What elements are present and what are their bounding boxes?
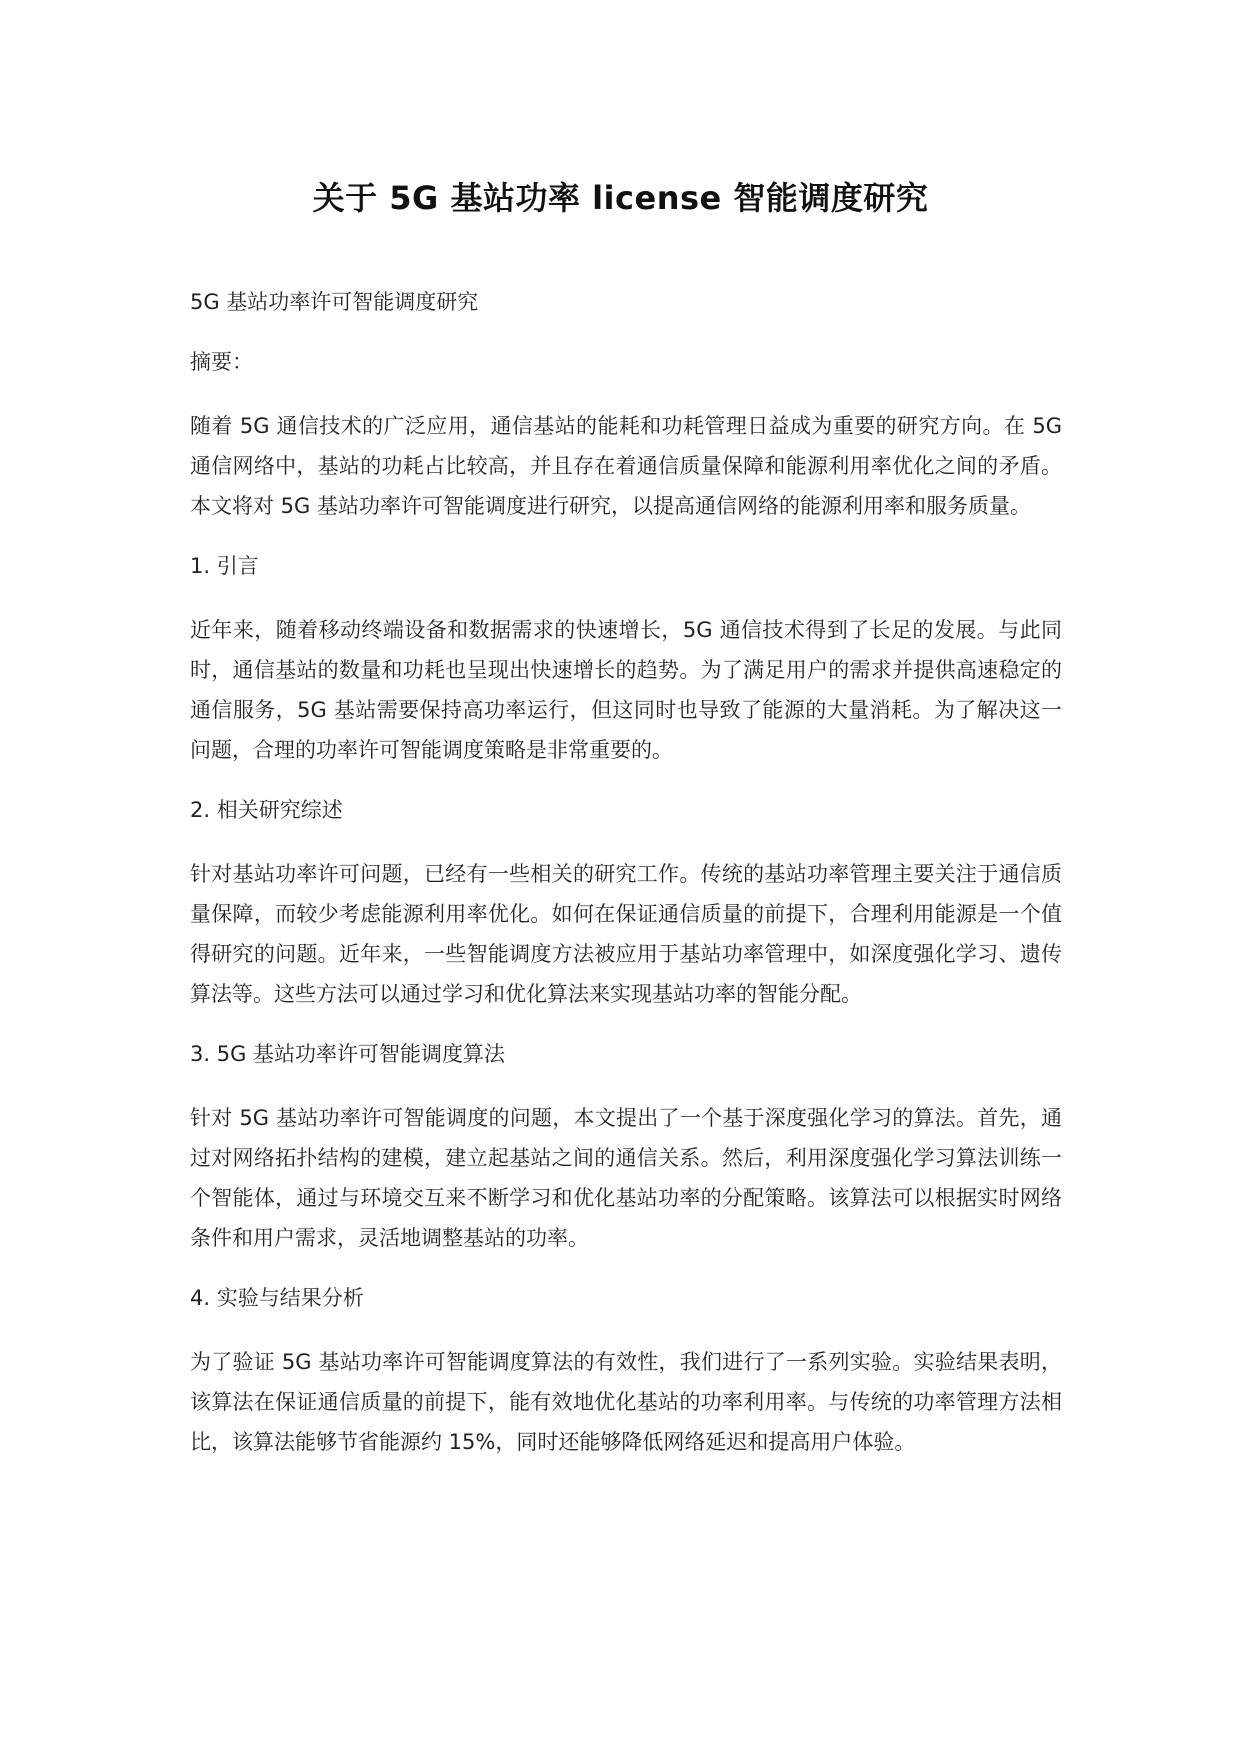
section-paragraph-experiments: 为了验证 5G 基站功率许可智能调度算法的有效性，我们进行了一系列实验。实验结果表明，该算法在保证通信质量的前提下，能有效地优化基站的功率利用率。与传统的功率管理方法相比，该算法能够节省能源约 15%，同时还能够降低网络延迟和提高用户体验。 (190, 1350, 1062, 1454)
abstract-label: 摘要： (190, 350, 253, 374)
document-title: 关于 5G 基站功率 license 智能调度研究 (312, 179, 929, 217)
section-heading-related-work: 2. 相关研究综述 (190, 798, 343, 822)
section-paragraph-introduction: 近年来，随着移动终端设备和数据需求的快速增长，5G 通信技术得到了长足的发展。与此同时，通信基站的数量和功耗也呈现出快速增长的趋势。为了满足用户的需求并提供高速稳定的通信服务，5G 基站需要保持高功率运行，但这同时也导致了能源的大量消耗。为了解决这一问题，合理的功率许可智能调度策略是非常重要的。 (190, 618, 1062, 762)
section-paragraph-related-work: 针对基站功率许可问题，已经有一些相关的研究工作。传统的基站功率管理主要关注于通信质量保障，而较少考虑能源利用率优化。如何在保证通信质量的前提下，合理利用能源是一个值得研究的问题。近年来，一些智能调度方法被应用于基站功率管理中，如深度强化学习、遗传算法等。这些方法可以通过学习和优化算法来实现基站功率的智能分配。 (190, 862, 1062, 1006)
document-subtitle: 5G 基站功率许可智能调度研究 (190, 290, 479, 314)
section-heading-experiments: 4. 实验与结果分析 (190, 1286, 364, 1310)
section-heading-algorithm: 3. 5G 基站功率许可智能调度算法 (190, 1042, 506, 1066)
abstract-paragraph: 随着 5G 通信技术的广泛应用，通信基站的能耗和功耗管理日益成为重要的研究方向。在 5G 通信网络中，基站的功耗占比较高，并且存在着通信质量保障和能源利用率优化之间的矛盾。本文将对 5G 基站功率许可智能调度进行研究，以提高通信网络的能源利用率和服务质量。 (190, 414, 1062, 518)
document-body (190, 286, 1062, 1486)
section-paragraph-algorithm: 针对 5G 基站功率许可智能调度的问题，本文提出了一个基于深度强化学习的算法。首先，通过对网络拓扑结构的建模，建立起基站之间的通信关系。然后，利用深度强化学习算法训练一个智能体，通过与环境交互来不断学习和优化基站功率的分配策略。该算法可以根据实时网络条件和用户需求，灵活地调整基站的功率。 (190, 1106, 1062, 1250)
section-heading-introduction: 1. 引言 (190, 554, 259, 578)
